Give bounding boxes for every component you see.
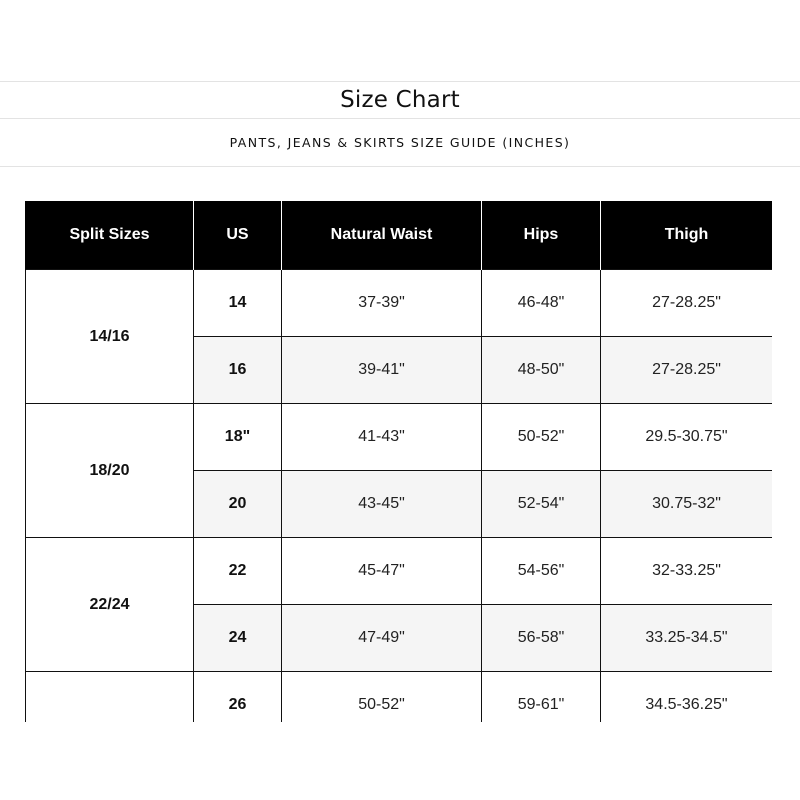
- table-header-row: [26, 201, 773, 270]
- waist-cell: 37-39": [282, 270, 482, 337]
- us-size-cell: 16: [194, 337, 282, 404]
- split-size-cell: 14/16: [26, 270, 194, 404]
- header-thigh: Thigh: [601, 201, 773, 270]
- split-size-cell: 22/24: [26, 538, 194, 672]
- us-size-cell: 18": [194, 404, 282, 471]
- table-row: [26, 672, 773, 723]
- header-natural-waist: Natural Waist: [282, 201, 482, 270]
- hips-cell: 48-50": [482, 337, 601, 404]
- us-size-cell: 24: [194, 605, 282, 672]
- waist-cell: 41-43": [282, 404, 482, 471]
- subtitle-bar: [0, 119, 800, 167]
- size-table-container: [25, 201, 772, 722]
- us-size-cell: 26: [194, 672, 282, 723]
- thigh-cell: 32-33.25": [601, 538, 773, 605]
- hips-cell: 52-54": [482, 471, 601, 538]
- table-row: [26, 538, 773, 605]
- header-split-sizes: Split Sizes: [26, 201, 194, 270]
- thigh-cell: 30.75-32": [601, 471, 773, 538]
- split-size-cell: [26, 672, 194, 723]
- thigh-cell: 34.5-36.25": [601, 672, 773, 723]
- size-table: [25, 201, 772, 722]
- page-subtitle: PANTS, JEANS & SKIRTS SIZE GUIDE (INCHES): [229, 135, 571, 150]
- waist-cell: 43-45": [282, 471, 482, 538]
- waist-cell: 47-49": [282, 605, 482, 672]
- thigh-cell: 27-28.25": [601, 337, 773, 404]
- header-us: US: [194, 201, 282, 270]
- thigh-cell: 29.5-30.75": [601, 404, 773, 471]
- table-row: [26, 270, 773, 337]
- hips-cell: 56-58": [482, 605, 601, 672]
- waist-cell: 45-47": [282, 538, 482, 605]
- hips-cell: 46-48": [482, 270, 601, 337]
- header-hips: Hips: [482, 201, 601, 270]
- waist-cell: 39-41": [282, 337, 482, 404]
- us-size-cell: 22: [194, 538, 282, 605]
- table-row: [26, 404, 773, 471]
- hips-cell: 59-61": [482, 672, 601, 723]
- hips-cell: 54-56": [482, 538, 601, 605]
- page-title: Size Chart: [340, 87, 460, 113]
- title-bar: [0, 81, 800, 119]
- us-size-cell: 20: [194, 471, 282, 538]
- thigh-cell: 27-28.25": [601, 270, 773, 337]
- us-size-cell: 14: [194, 270, 282, 337]
- hips-cell: 50-52": [482, 404, 601, 471]
- split-size-cell: 18/20: [26, 404, 194, 538]
- thigh-cell: 33.25-34.5": [601, 605, 773, 672]
- waist-cell: 50-52": [282, 672, 482, 723]
